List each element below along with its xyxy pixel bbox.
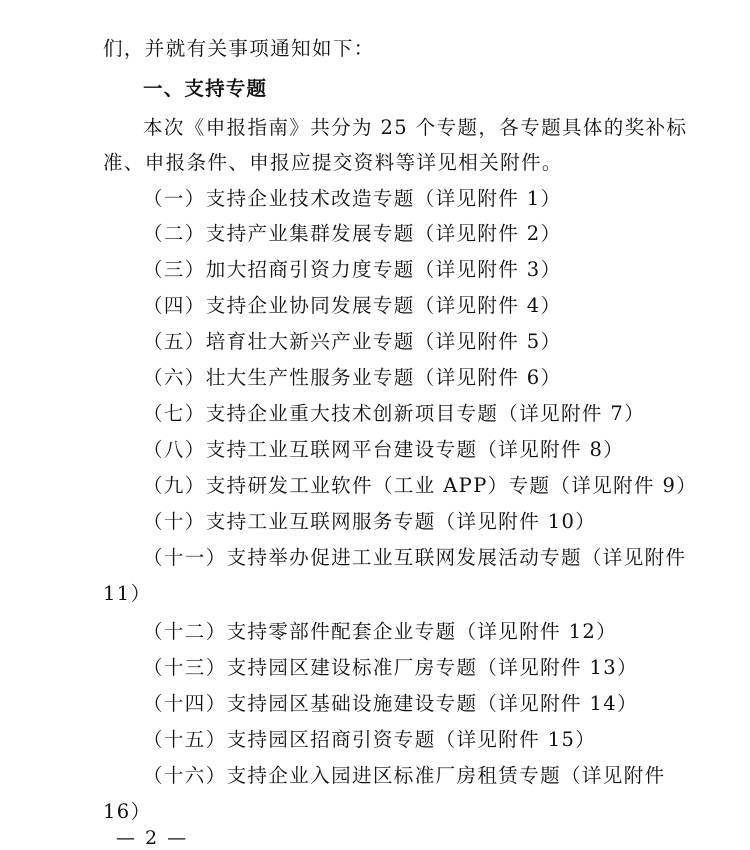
list-item: （四）支持企业协同发展专题（详见附件 4） — [143, 294, 562, 317]
list-item: （十）支持工业互联网服务专题（详见附件 10） — [143, 510, 597, 533]
list-item: （十四）支持园区基础设施建设专题（详见附件 14） — [143, 692, 639, 715]
list-item: （二）支持产业集群发展专题（详见附件 2） — [143, 222, 562, 245]
list-item: （三）加大招商引资力度专题（详见附件 3） — [143, 258, 562, 281]
list-item: （九）支持研发工业软件（工业 APP）专题（详见附件 9） — [143, 474, 698, 497]
page-number: — 2 — — [116, 827, 189, 849]
opening-line: 们，并就有关事项通知如下： — [103, 37, 375, 60]
intro-paragraph-line-1: 本次《申报指南》共分为 25 个专题，各专题具体的奖补标 — [143, 116, 688, 139]
intro-paragraph-line-2: 准、申报条件、申报应提交资料等详见相关附件。 — [103, 151, 563, 174]
section-heading: 一、支持专题 — [143, 77, 268, 100]
list-item: （十二）支持零部件配套企业专题（详见附件 12） — [143, 620, 618, 643]
list-item: （六）壮大生产性服务业专题（详见附件 6） — [143, 366, 562, 389]
list-item: （一）支持企业技术改造专题（详见附件 1） — [143, 187, 562, 210]
list-item: （七）支持企业重大技术创新项目专题（详见附件 7） — [143, 402, 646, 425]
list-item: （十六）支持企业入园进区标准厂房租赁专题（详见附件 — [143, 764, 666, 787]
list-item: （十一）支持举办促进工业互联网发展活动专题（详见附件 — [143, 546, 687, 569]
list-item-continuation: 11） — [103, 582, 152, 605]
list-item: （十三）支持园区建设标准厂房专题（详见附件 13） — [143, 656, 639, 679]
list-item: （十五）支持园区招商引资专题（详见附件 15） — [143, 728, 597, 751]
list-item-continuation: 16） — [103, 800, 152, 823]
list-item: （八）支持工业互联网平台建设专题（详见附件 8） — [143, 438, 625, 461]
list-item: （五）培育壮大新兴产业专题（详见附件 5） — [143, 330, 562, 353]
